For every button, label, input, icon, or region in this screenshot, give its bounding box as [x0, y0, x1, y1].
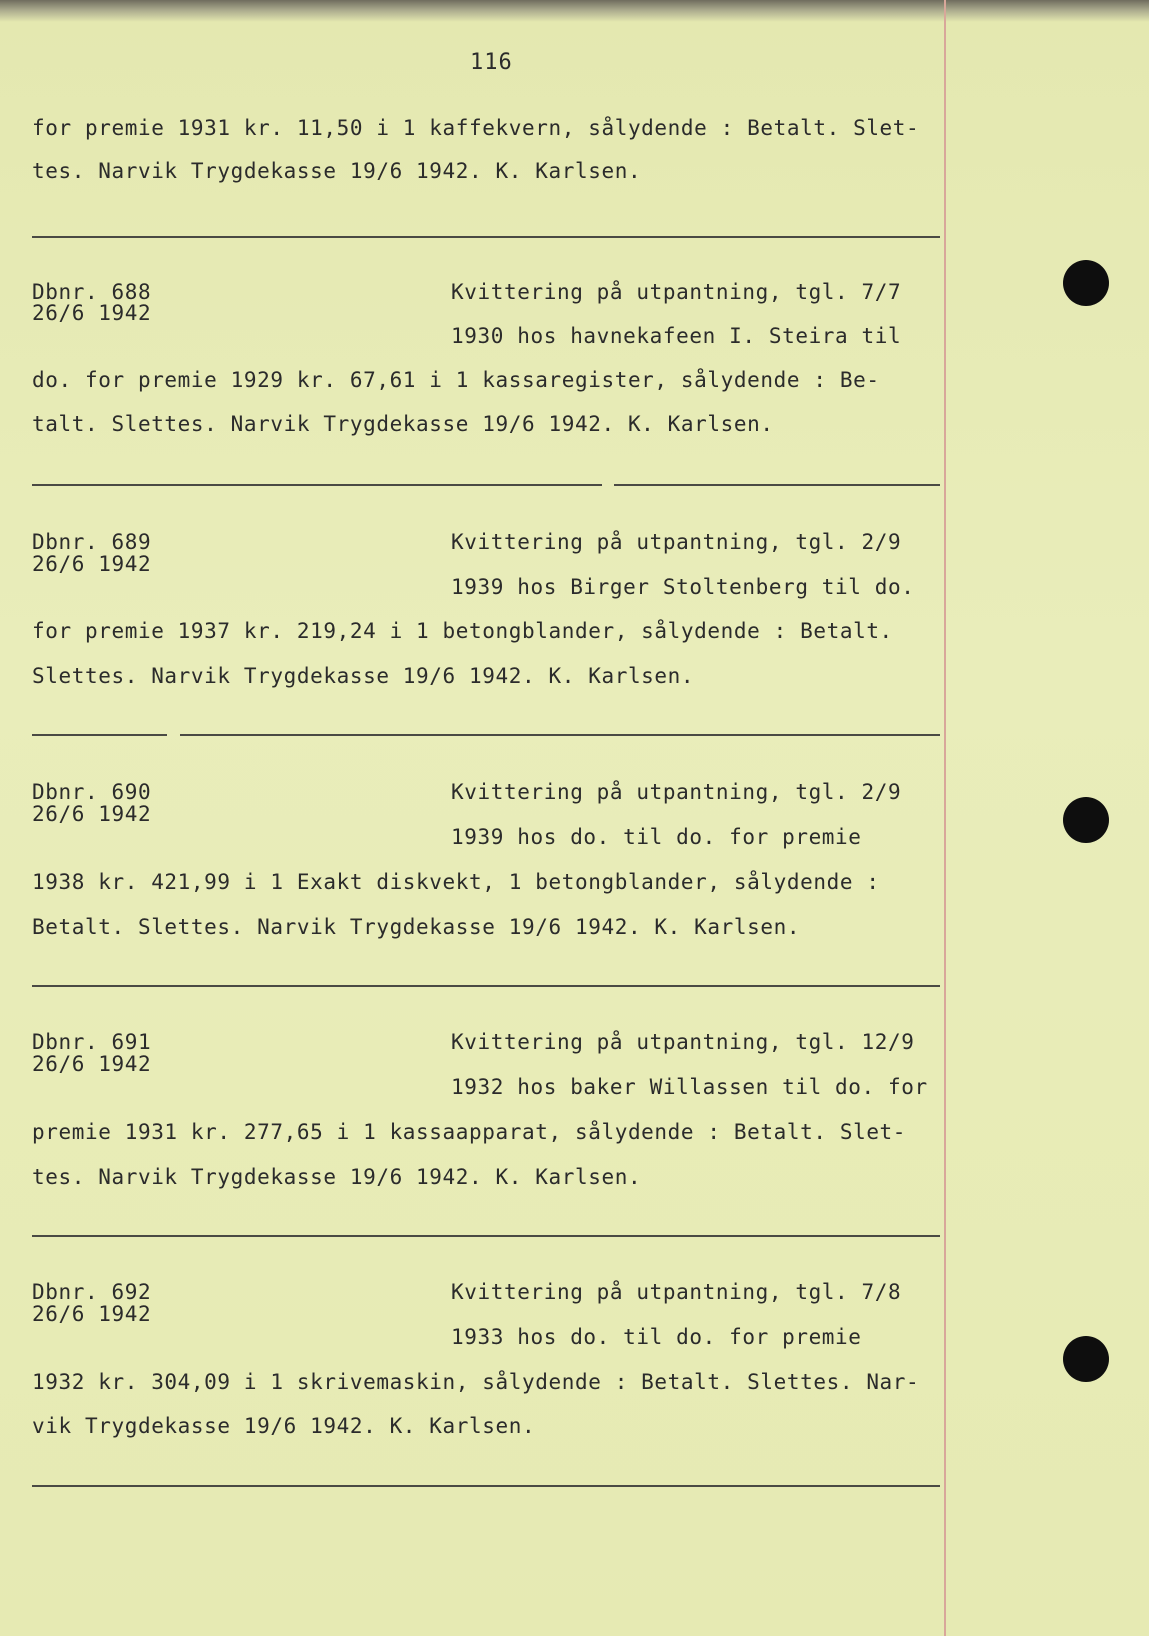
- entry-title: Kvittering på utpantning, tgl. 2/9: [451, 780, 902, 804]
- entry-divider: [32, 734, 167, 736]
- punch-hole: [1063, 1336, 1109, 1382]
- entry-text-line: talt. Slettes. Narvik Trygdekasse 19/6 1942. K. Karlsen.: [32, 412, 774, 436]
- entry-text-line: 1932 hos baker Willassen til do. for: [451, 1075, 928, 1099]
- entry-text-line: for premie 1937 kr. 219,24 i 1 betongblander, sålydende : Betalt.: [32, 619, 893, 643]
- page-number: 116: [470, 50, 513, 75]
- margin-line: [944, 0, 946, 1636]
- punch-hole: [1063, 260, 1109, 306]
- continuation-line-2: tes. Narvik Trygdekasse 19/6 1942. K. Karlsen.: [32, 159, 642, 183]
- entry-date: 26/6 1942: [32, 552, 152, 576]
- entry-title: Kvittering på utpantning, tgl. 7/8: [451, 1280, 902, 1304]
- punch-hole: [1063, 797, 1109, 843]
- entry-text-line: premie 1931 kr. 277,65 i 1 kassaapparat, sålydende : Betalt. Slet-: [32, 1120, 907, 1144]
- entry-date: 26/6 1942: [32, 802, 152, 826]
- entry-number: Dbnr. 692: [32, 1280, 152, 1304]
- entry-text-line: 1939 hos Birger Stoltenberg til do.: [451, 575, 915, 599]
- entry-date: 26/6 1942: [32, 301, 152, 325]
- entry-text-line: do. for premie 1929 kr. 67,61 i 1 kassaregister, sålydende : Be-: [32, 368, 880, 392]
- entry-divider: [32, 985, 940, 987]
- scan-top-edge: [0, 0, 1149, 22]
- entry-number: Dbnr. 691: [32, 1030, 152, 1054]
- entry-title: Kvittering på utpantning, tgl. 12/9: [451, 1030, 915, 1054]
- entry-text-line: 1933 hos do. til do. for premie: [451, 1325, 862, 1349]
- entry-title: Kvittering på utpantning, tgl. 7/7: [451, 280, 902, 304]
- entry-divider: [32, 1235, 940, 1237]
- entry-date: 26/6 1942: [32, 1302, 152, 1326]
- entry-number: Dbnr. 689: [32, 530, 152, 554]
- entry-text-line: 1932 kr. 304,09 i 1 skrivemaskin, sålydende : Betalt. Slettes. Nar-: [32, 1370, 920, 1394]
- entry-text-line: 1938 kr. 421,99 i 1 Exakt diskvekt, 1 betongblander, sålydende :: [32, 870, 880, 894]
- entry-text-line: Betalt. Slettes. Narvik Trygdekasse 19/6 1942. K. Karlsen.: [32, 915, 801, 939]
- entry-divider: [614, 484, 940, 486]
- entry-text-line: Slettes. Narvik Trygdekasse 19/6 1942. K. Karlsen.: [32, 664, 695, 688]
- entry-number: Dbnr. 688: [32, 280, 152, 304]
- entry-title: Kvittering på utpantning, tgl. 2/9: [451, 530, 902, 554]
- entry-text-line: 1939 hos do. til do. for premie: [451, 825, 862, 849]
- entry-date: 26/6 1942: [32, 1052, 152, 1076]
- continuation-line-1: for premie 1931 kr. 11,50 i 1 kaffekvern, sålydende : Betalt. Slet-: [32, 116, 920, 140]
- entry-divider: [32, 1485, 940, 1487]
- entry-divider: [180, 734, 940, 736]
- entry-number: Dbnr. 690: [32, 780, 152, 804]
- entry-divider: [32, 236, 940, 238]
- entry-text-line: vik Trygdekasse 19/6 1942. K. Karlsen.: [32, 1414, 536, 1438]
- entry-text-line: tes. Narvik Trygdekasse 19/6 1942. K. Karlsen.: [32, 1165, 642, 1189]
- entry-text-line: 1930 hos havnekafeen I. Steira til: [451, 324, 902, 348]
- entry-divider: [32, 484, 602, 486]
